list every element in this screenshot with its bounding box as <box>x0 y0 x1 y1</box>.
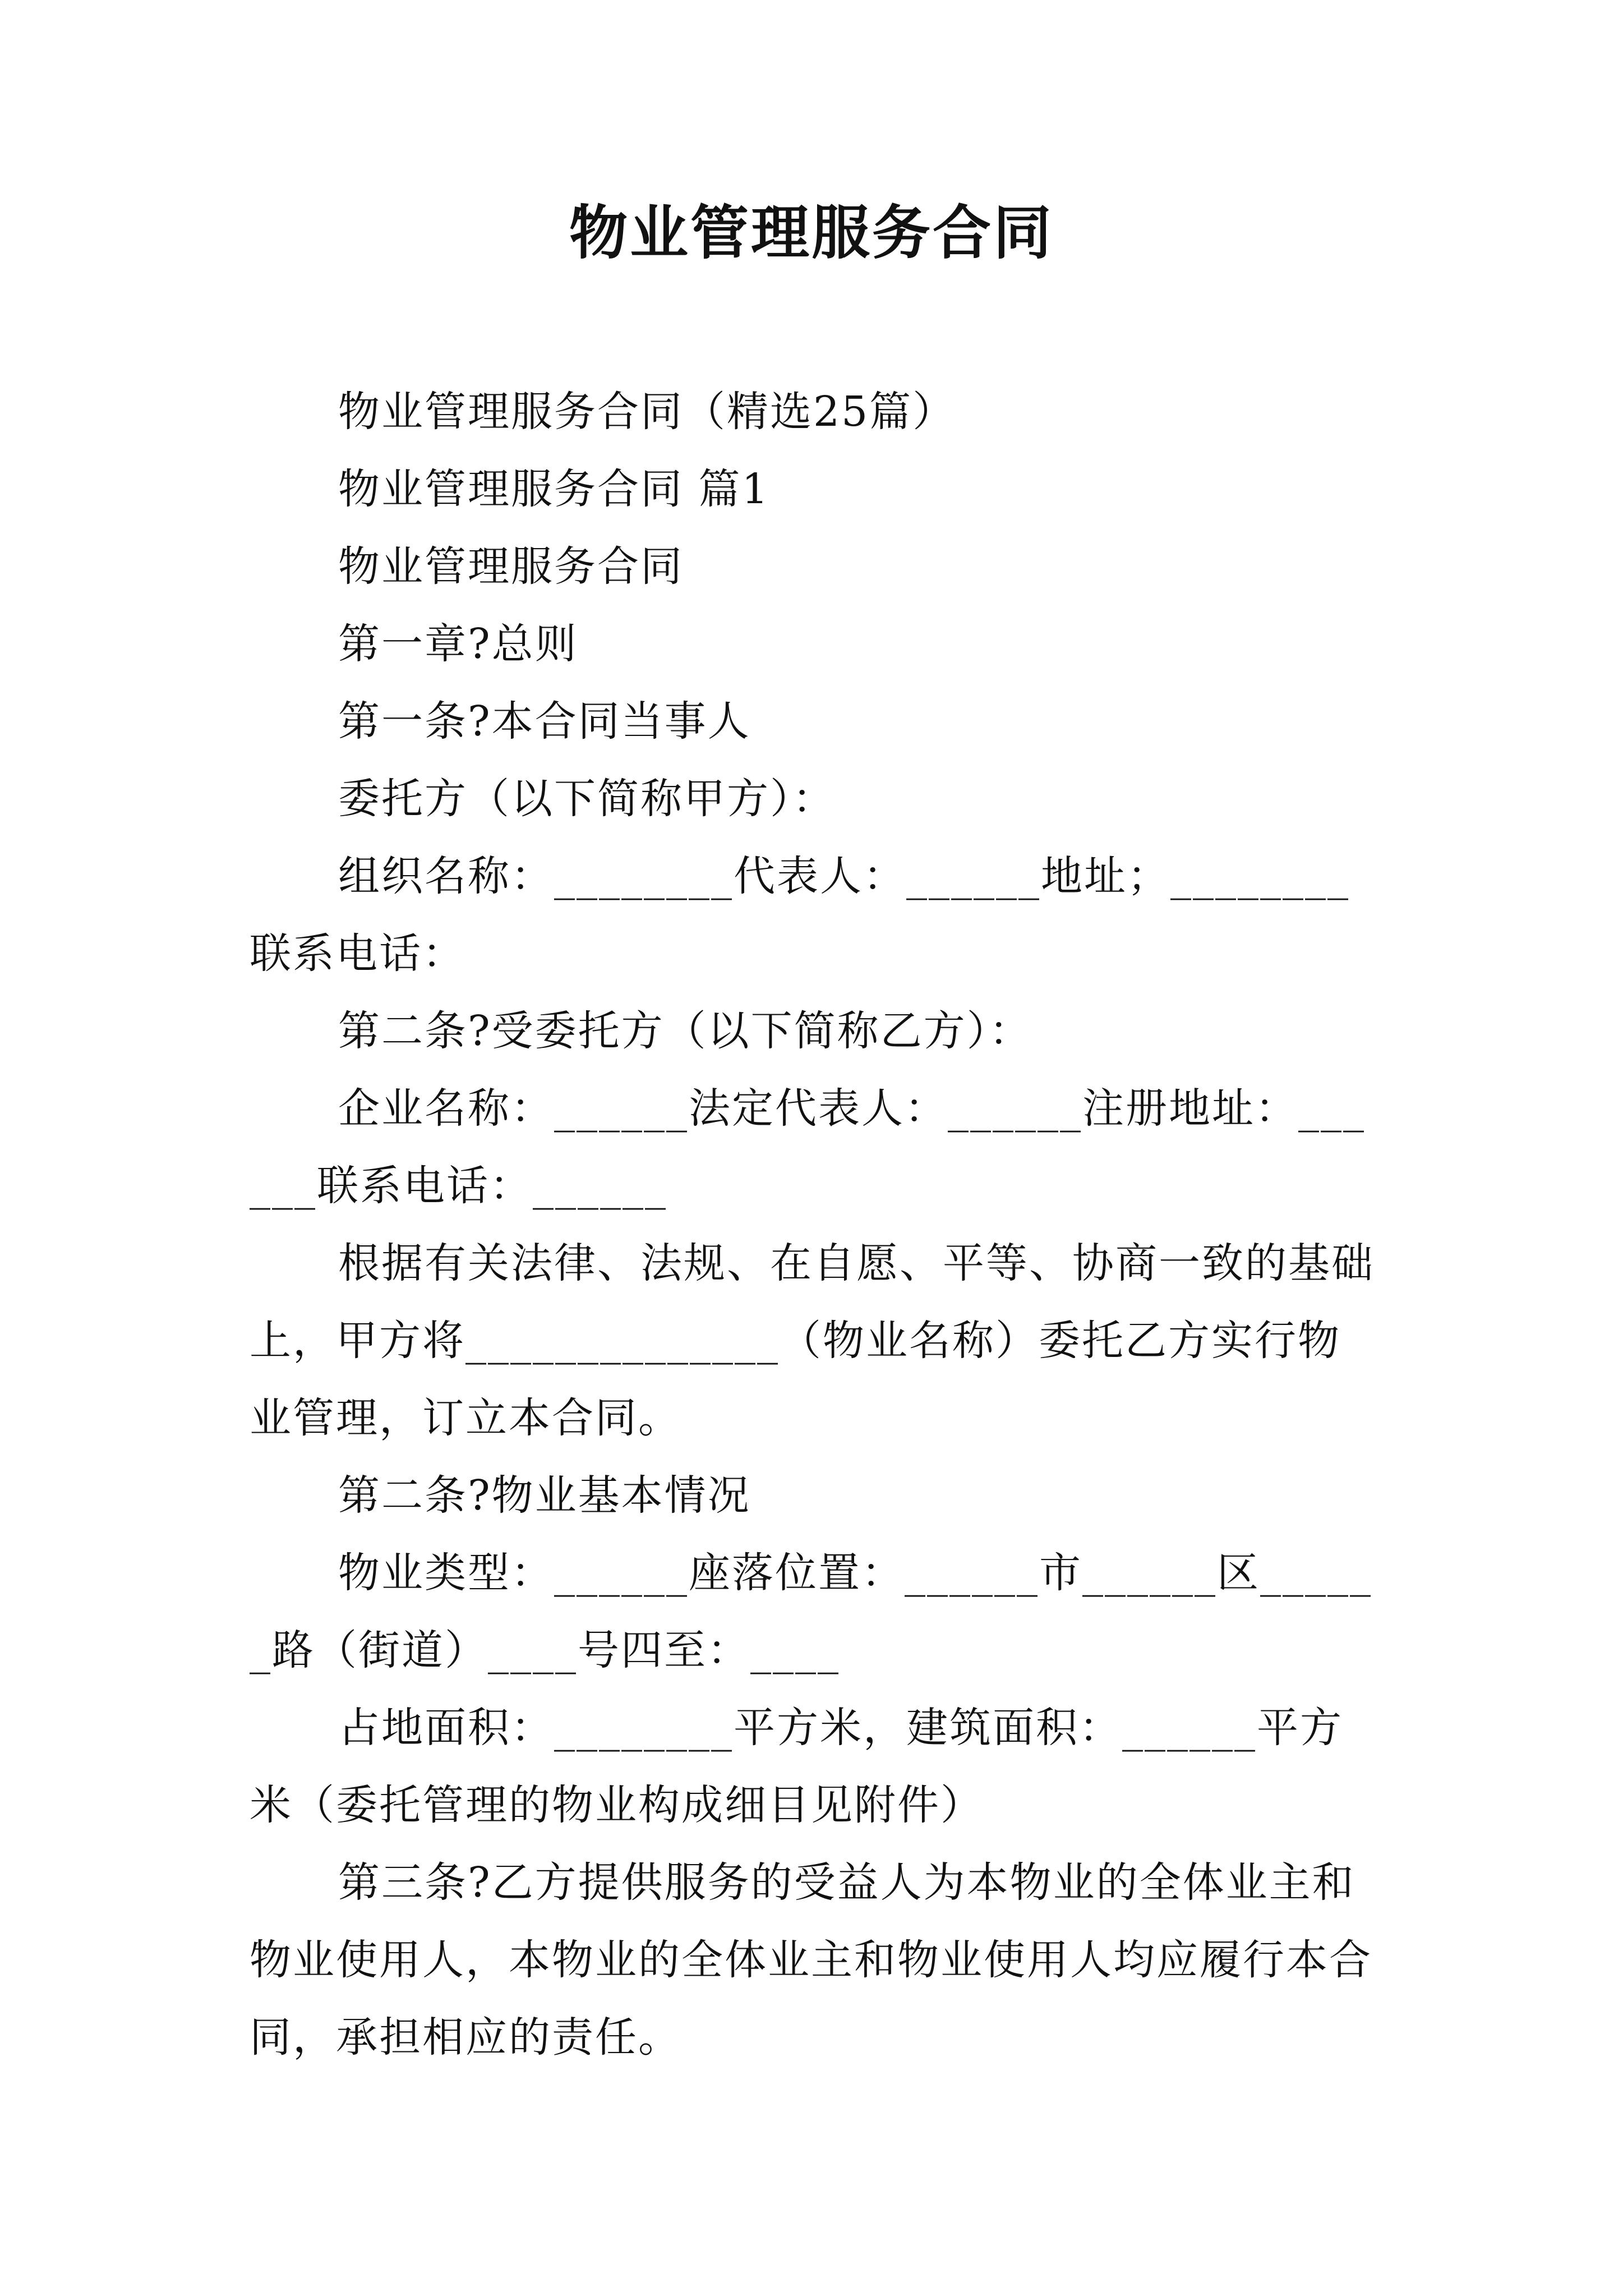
paragraph: 物业管理服务合同（精选25篇） <box>338 388 956 436</box>
paragraph: 第三条?乙方提供服务的受益人为本物业的全体业主和物业使用人，本物业的全体业主和物业使用人均应履行本合同，承担相应的责任。 <box>250 1858 1372 2062</box>
paragraph: 组织名称：________代表人：______地址；________联系电话： <box>250 852 1350 978</box>
document-title: 物业管理服务合同 <box>569 198 1054 267</box>
paragraph: 企业名称：______法定代表人：______注册地址：______联系电话：______ <box>250 1084 1366 1210</box>
paragraph: 物业管理服务合同 <box>338 542 684 591</box>
paragraph: 第二条?受委托方（以下简称乙方）： <box>338 1007 1032 1055</box>
paragraph: 第二条?物业基本情况 <box>338 1471 751 1520</box>
paragraph: 第一章?总则 <box>338 620 578 668</box>
paragraph: 物业管理服务合同 篇1 <box>338 465 770 513</box>
paragraph: 物业类型：______座落位置：______市______区______路（街道）____号四至：____ <box>250 1549 1372 1674</box>
paragraph: 第一条?本合同当事人 <box>338 697 751 746</box>
paragraph: 根据有关法律、法规、在自愿、平等、协商一致的基础上，甲方将______________（物业名称）委托乙方实行物业管理，订立本合同。 <box>250 1239 1375 1442</box>
paragraph: 委托方（以下简称甲方）： <box>338 775 836 823</box>
document-body <box>250 373 1377 2076</box>
paragraph: 占地面积：________平方米，建筑面积：______平方米（委托管理的物业构成细目见附件） <box>250 1704 1343 1829</box>
